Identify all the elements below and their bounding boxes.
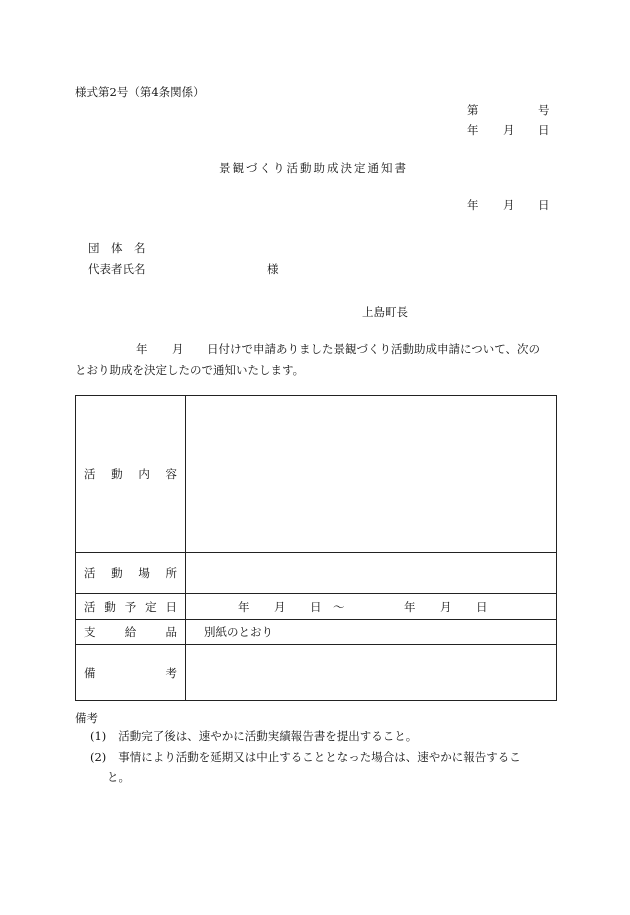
issue-year: 年 xyxy=(467,123,479,137)
issue-month: 月 xyxy=(503,123,515,137)
table-row xyxy=(76,553,557,594)
label-char: 備 xyxy=(84,665,96,680)
range-tilde: ～ xyxy=(333,599,345,614)
label-char: 予 xyxy=(124,599,137,614)
activity-content-value[interactable] xyxy=(186,396,557,553)
body-month: 月 xyxy=(172,342,184,356)
end-year: 年 xyxy=(404,599,416,614)
start-month: 月 xyxy=(274,599,286,614)
table-row xyxy=(76,645,557,701)
body-year: 年 xyxy=(136,342,148,356)
end-month: 月 xyxy=(440,599,452,614)
label-chars xyxy=(84,466,177,482)
label-char: 日 xyxy=(165,599,177,614)
label-char: 内 xyxy=(138,467,150,481)
notice-year: 年 xyxy=(467,198,479,212)
label-char: 容 xyxy=(165,467,177,481)
label-char: 給 xyxy=(124,625,137,639)
start-year: 年 xyxy=(238,599,250,614)
label-char: 動 xyxy=(111,467,123,481)
label-char: 所 xyxy=(165,566,177,580)
table-row xyxy=(76,620,557,645)
supply-value[interactable]: 別紙のとおり xyxy=(186,620,557,645)
label-chars xyxy=(84,665,177,681)
note-text: 事情により活動を延期又は中止することとなった場合は、速やかに報告するこ xyxy=(118,750,521,764)
note-number: (1) xyxy=(90,729,107,743)
activity-content-label xyxy=(76,396,186,553)
start-day: 日 xyxy=(310,599,322,614)
honorific: 様 xyxy=(267,262,279,276)
label-char: 支 xyxy=(84,625,96,639)
scheduled-date-value[interactable] xyxy=(186,594,557,620)
label-char: 動 xyxy=(104,599,116,614)
label-char: 場 xyxy=(138,566,150,580)
document-title: 景観づくり活動助成決定通知書 xyxy=(219,161,408,175)
label-chars xyxy=(84,565,177,581)
label-char: 活 xyxy=(84,467,96,481)
representative-name-label: 代表者氏名 xyxy=(88,262,146,276)
scheduled-date-label xyxy=(76,594,186,620)
remarks-value[interactable] xyxy=(186,645,557,701)
schedule-range xyxy=(186,594,556,619)
label-char: 活 xyxy=(84,566,96,580)
group-name-label: 団 体 名 xyxy=(88,241,146,255)
label-char: 考 xyxy=(165,665,177,680)
supply-label xyxy=(76,620,186,645)
end-day: 日 xyxy=(476,599,488,614)
notice-month: 月 xyxy=(503,198,515,212)
table-row xyxy=(76,594,557,620)
activity-location-label xyxy=(76,553,186,594)
activity-location-value[interactable] xyxy=(186,553,557,594)
activity-table xyxy=(75,395,557,701)
issue-day: 日 xyxy=(538,123,550,137)
label-chars xyxy=(84,599,177,615)
issuer-name: 上島町長 xyxy=(362,305,408,319)
label-char: 活 xyxy=(84,599,96,614)
note-number: (2) xyxy=(90,750,107,764)
notice-day: 日 xyxy=(538,198,550,212)
doc-number-suffix: 号 xyxy=(538,103,550,117)
body-line-1: 日付けで申請ありました景観づくり活動助成申請について、次の xyxy=(207,342,541,356)
notes-heading: 備考 xyxy=(75,711,98,725)
label-chars xyxy=(84,624,177,640)
note-item-2 xyxy=(90,746,560,768)
note-item-2-continuation: と。 xyxy=(107,770,130,784)
label-char: 動 xyxy=(111,566,123,580)
doc-number-prefix: 第 xyxy=(467,103,479,117)
label-char: 品 xyxy=(165,625,177,639)
form-id: 様式第2号（第4条関係） xyxy=(75,85,205,99)
note-text: 活動完了後は、速やかに活動実績報告書を提出すること。 xyxy=(118,729,418,743)
body-line-2: とおり助成を決定したので通知いたします。 xyxy=(75,363,305,377)
table-row xyxy=(76,396,557,553)
note-item-1 xyxy=(90,725,560,747)
remarks-label xyxy=(76,645,186,701)
label-char: 定 xyxy=(145,599,157,614)
